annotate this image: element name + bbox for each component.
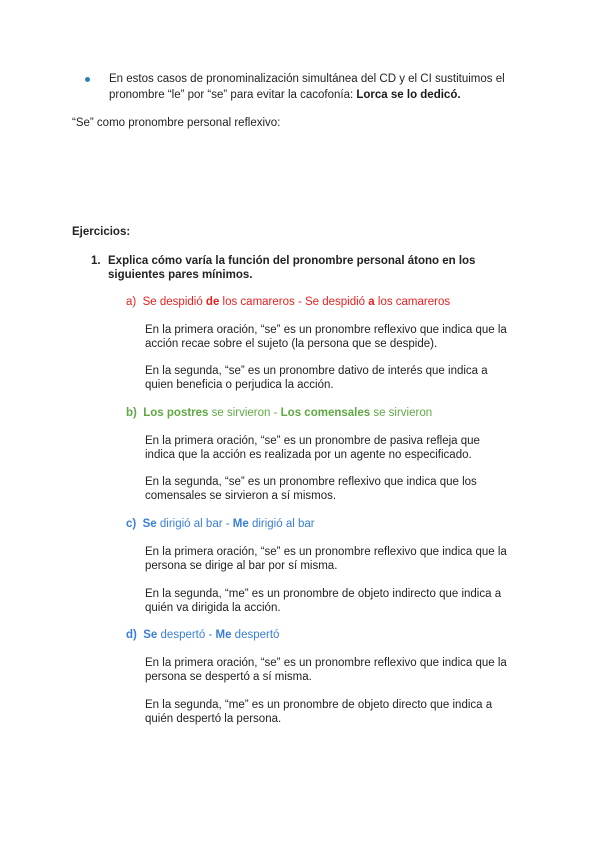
explanation-line: En la segunda, “se” es un pronombre dativo de interés que indica a [145,365,488,377]
pair-text: se sirvieron - [208,407,281,419]
pair-text: despertó [231,629,280,641]
pair-text: despertó - [157,629,216,641]
explanation-line: acción recae sobre el sujeto (la persona que se despide). [145,338,438,350]
reflexive-heading: “Se” como pronombre personal reflexivo: [72,117,281,129]
bullet-line-2 [109,88,461,103]
explanation-line: En la segunda, “se” es un pronombre reflexivo que indica que los [145,476,477,488]
pair-highlight: a [368,296,375,308]
explanation-line: comensales se sirvieron a sí mismos. [145,490,337,502]
pair-letter: d) [126,629,137,641]
pair-text: los camareros [374,296,451,308]
explanation-line: En la segunda, “me” es un pronombre de objeto indirecto que indica a [145,588,502,600]
pair-letter: a) [126,296,137,308]
question-line-2: siguientes pares mínimos. [108,269,253,281]
pair-highlight: de [205,296,220,308]
pair-highlight: Se [142,518,157,530]
explanation-line: quién va dirigida la acción. [145,602,281,614]
pair-text: dirigió al bar - [156,518,233,530]
explanation-line: quien beneficia o perjudica la acción. [145,379,334,391]
pair-d-heading [126,628,279,643]
bullet-line-1: En estos casos de pronominalización simultánea del CD y el CI sustituimos el [109,73,505,85]
bullet-example: Lorca se lo dedicó. [356,89,461,101]
bullet-icon [85,77,90,82]
question-number: 1. [91,255,101,267]
pair-highlight: Se [143,629,158,641]
pair-highlight: Me [232,518,249,530]
pair-letter: c) [126,518,137,530]
explanation-line: En la segunda, “me” es un pronombre de objeto directo que indica a [145,699,493,711]
explanation-line: En la primera oración, “se” es un pronombre reflexivo que indica que la [145,546,507,558]
explanation-line: En la primera oración, “se” es un pronombre de pasiva refleja que [145,435,480,447]
pair-c-heading [126,517,315,532]
pair-letter: b) [126,407,137,419]
explanation-line: persona se dirige al bar por sí misma. [145,560,338,572]
section-title: Ejercicios: [72,226,131,238]
explanation-line: quién despertó la persona. [145,713,282,725]
explanation-line: En la primera oración, “se” es un pronombre reflexivo que indica que la [145,324,507,336]
question-line-1: Explica cómo varía la función del pronombre personal átono en los [108,255,476,267]
pair-b-heading [126,406,432,421]
bullet-line-2-text: pronombre “le” por “se” para evitar la cacofonía: [109,89,357,101]
pair-text: los camareros - Se despidió [219,296,369,308]
explanation-line: indica que la acción es realizada por un agente no especificado. [145,449,472,461]
explanation-line: persona se despertó a sí misma. [145,671,312,683]
explanation-line: En la primera oración, “se” es un pronombre reflexivo que indica que la [145,657,507,669]
pair-text: dirigió al bar [248,518,315,530]
pair-a-heading [126,295,450,310]
pair-text: se sirvieron [370,407,433,419]
pair-text: Se despidió [142,296,206,308]
pair-highlight: Me [215,629,232,641]
pair-highlight: Los comensales [280,407,371,419]
pair-highlight: Los postres [143,407,209,419]
